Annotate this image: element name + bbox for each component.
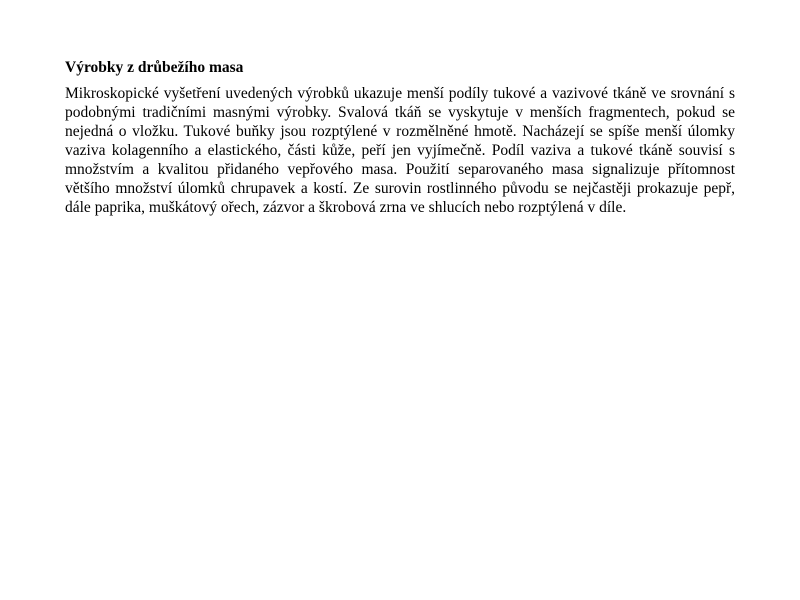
section-heading: Výrobky z drůbežího masa [65,59,244,76]
document-page [65,58,735,217]
body-paragraph: Mikroskopické vyšetření uvedených výrobků ukazuje menší podíly tukové a vazivové tkáně ve srovnání s podobnými tradičními masnými výrobky. Svalová tkáň se vyskytuje v menších fragmentech, pokud se nejedná o vložku. Tukové buňky jsou rozptýlené v rozmělněné hmotě. Nacházejí se spíše menší úlomky vaziva kolagenního a elastického, části kůže, peří jen vyjímečně. Podíl vaziva a tukové tkáně souvisí s množstvím a kvalitou přidaného vepřového masa. Použití separovaného masa signalizuje přítomnost většího množství úlomků chrupavek a kostí. Ze surovin rostlinného původu se nejčastěji prokazuje pepř, dále paprika, muškátový ořech, zázvor a škrobová zrna ve shlucích nebo rozptýlená v díle. [65,85,735,216]
